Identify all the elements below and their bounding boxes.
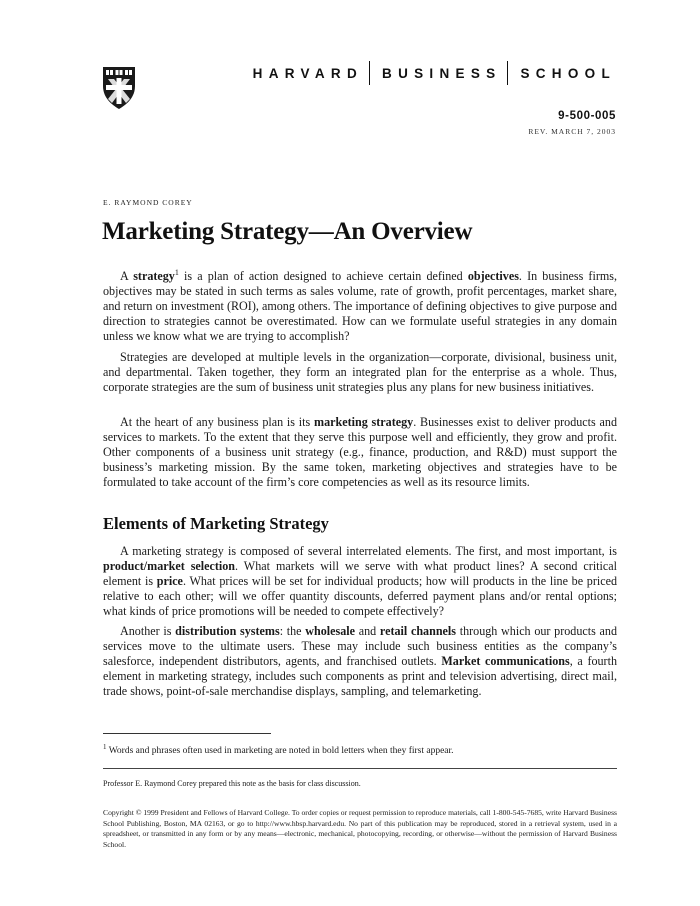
footnote-number: 1 [103, 742, 107, 751]
paragraph: At the heart of any business plan is its marketing strategy. Businesses exist to deliver products and services to markets. To the extent that they serve this purpose well and efficiently, they grow and profit. Other components of a business unit strategy (e.g., finance, production, and R&D) must support the business’s marketing mission. By the same token, marketing objectives and strategies have to be formulated to take account of the firm’s core competencies as well as its resource limits. [103, 415, 618, 490]
masthead-divider [507, 61, 508, 85]
page-title: Marketing Strategy—An Overview [102, 218, 473, 245]
revision-date: REV. MARCH 7, 2003 [528, 127, 616, 136]
copyright-notice: Copyright © 1999 President and Fellows of Harvard College. To order copies or request permission to reproduce materials, call 1-800-545-7685, write Harvard Business School Publishing, Boston, MA 02163, or go to http://www.hbsp.harvard.edu. No part of this publication may be reproduced, stored in a retrieval system, used in a spreadsheet, or transmitted in any form or by any means—electronic, mechanical, photocopying, recording, or otherwise—without the permission of Harvard Business School. [103, 808, 617, 849]
paragraph: Another is distribution systems: the wholesale and retail channels through which our products and services move to the ultimate users. These may include such business entities as the company’s salesforce, independent distributors, agents, and franchised outlets. Market communications, a fourth element in marketing strategy, includes such components as print and television advertising, direct mail, trade shows, point-of-sale merchandise displays, sampling, and telemarketing. [103, 624, 618, 699]
footer-divider [103, 768, 617, 769]
bold-term: Market communications [441, 654, 570, 669]
footnote-ref: 1 [174, 267, 179, 277]
bold-term: objectives [467, 269, 519, 283]
masthead [253, 61, 616, 85]
prepared-by-note: Professor E. Raymond Corey prepared this note as the basis for class discussion. [103, 779, 361, 788]
harvard-shield-icon [102, 66, 136, 110]
bold-term: price [156, 574, 183, 589]
masthead-business: BUSINESS [382, 65, 502, 81]
paragraph: A strategy$^1$ is a plan of action designed to achieve certain defined objectives. In business firms, objectives may be stated in such terms as sales volume, rate of growth, profit percentages, market share, and return on investment (ROI), among others. The importance of defining objectives to give purpose and direction to strategies cannot be overestimated. How can we formulate useful strategies in any domain unless we know what we are trying to accomplish? [103, 267, 617, 344]
bold-term: retail channels [379, 624, 456, 638]
bold-term: distribution systems [175, 624, 280, 638]
section-heading: Elements of Marketing Strategy [103, 514, 329, 533]
masthead-school: SCHOOL [520, 65, 616, 81]
bold-term: strategy [133, 269, 175, 283]
paragraph: Strategies are developed at multiple levels in the organization—corporate, divisional, business unit, and departmental. Taken together, they form an integrated plan for the enterprise as a whole. Thus, corporate strategies are the sum of business unit strategies plus any plans for new business initiatives. [103, 350, 617, 395]
footnote-divider [103, 733, 271, 734]
case-number: 9-500-005 [558, 110, 616, 122]
masthead-harvard: HARVARD [252, 65, 364, 81]
author: E. RAYMOND COREY [103, 198, 193, 207]
bold-term: wholesale [305, 624, 355, 638]
masthead-divider [369, 61, 370, 85]
bold-term: marketing strategy [314, 415, 414, 429]
paragraph: A marketing strategy is composed of several interrelated elements. The first, and most important, is product/market selection. What markets will we serve with what product lines? A second critical element is price. What prices will be set for individual products; how will products in the line be priced relative to each other; will we offer quantity discounts, deferred payment plans and/or rental options; what kinds of price promotions will be needed to compete effectively? [103, 544, 617, 619]
footnote: $^1$ Words and phrases often used in marketing are noted in bold letters when they first appear. [103, 742, 454, 756]
bold-term: product/market selection [103, 559, 236, 574]
